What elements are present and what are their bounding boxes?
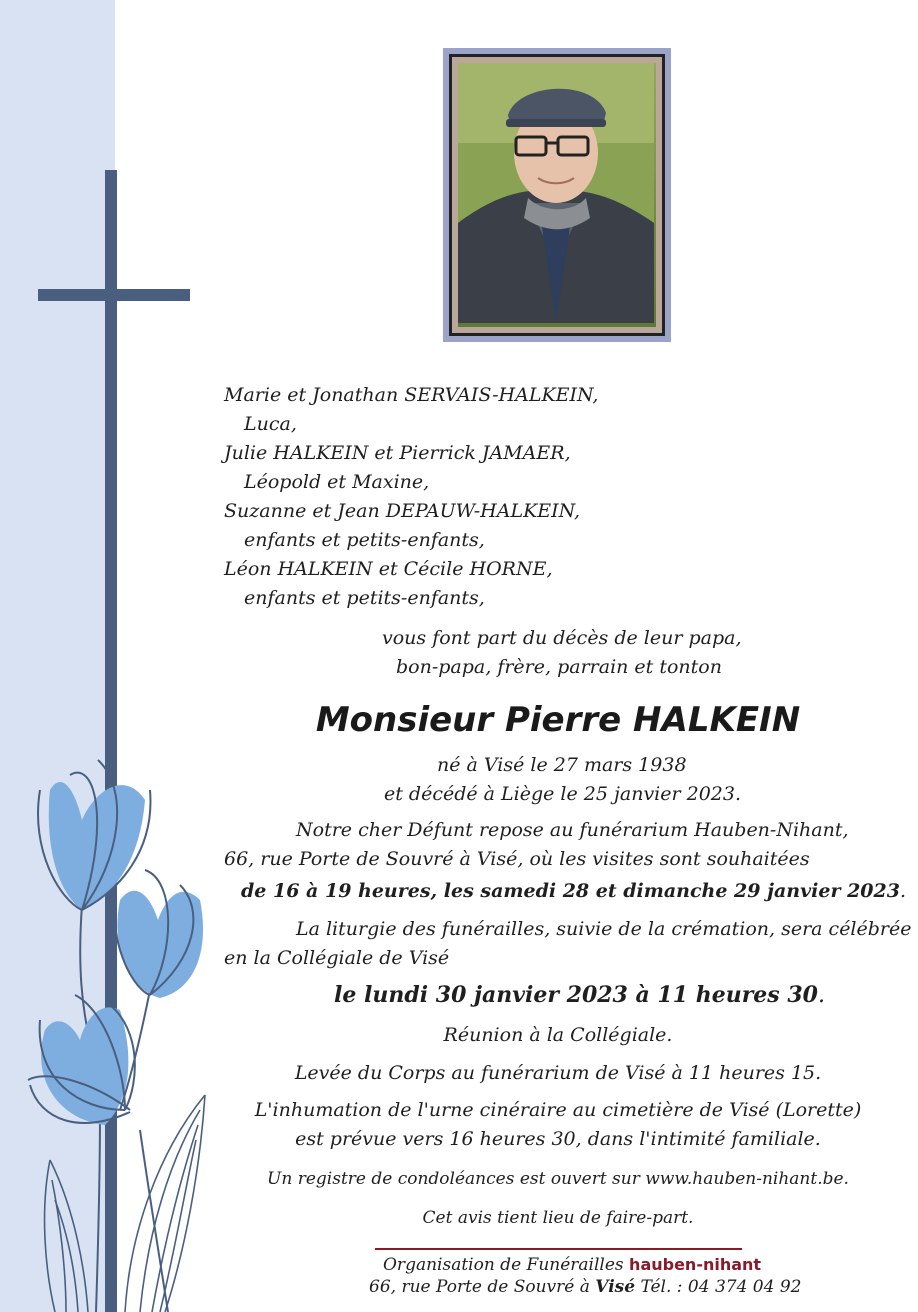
footer-address <box>369 1275 801 1299</box>
funeral-home-brand: hauben-nihant <box>629 1255 762 1274</box>
death-line: et décédé à Liège le 25 janvier 2023. <box>384 783 742 805</box>
family-member-children: enfants et petits-enfants, <box>244 587 485 609</box>
announcement-line-1: vous font part du décès de leur papa, <box>382 627 742 649</box>
visitation-line-3 <box>241 877 906 906</box>
footer-org-prefix: Organisation de Funérailles <box>383 1255 630 1275</box>
cross-horizontal <box>38 289 190 301</box>
inhumation-line-2: est prévue vers 16 heures 30, dans l'intimité familiale. <box>295 1128 821 1150</box>
family-member-children: enfants et petits-enfants, <box>244 529 485 551</box>
family-member-children: Léopold et Maxine, <box>244 471 430 493</box>
family-member-couple: Marie et Jonathan SERVAIS-HALKEIN, <box>224 384 599 406</box>
portrait-frame <box>443 48 671 342</box>
family-member-couple: Léon HALKEIN et Cécile HORNE, <box>224 558 553 580</box>
striped-leaves <box>45 1095 205 1312</box>
tulip-top <box>38 760 150 910</box>
cross-vertical <box>105 170 117 1312</box>
footer-organisation <box>383 1253 761 1277</box>
visitation-line-2: 66, rue Porte de Souvré à Visé, où les visites sont souhaitées <box>224 848 810 870</box>
portrait-photo <box>458 63 656 327</box>
deceased-name: Monsieur Pierre HALKEIN <box>315 700 801 740</box>
footer-address-prefix: 66, rue Porte de Souvré à <box>369 1277 596 1297</box>
footer-tel: Tél. : 04 374 04 92 <box>635 1277 802 1297</box>
footer-rule <box>375 1248 742 1250</box>
liturgy-date <box>334 981 825 1010</box>
tulip-lower <box>28 995 135 1125</box>
liturgy-date-text: le lundi 30 janvier 2023 à 11 heures 30 <box>334 982 818 1008</box>
portrait-border <box>449 54 665 336</box>
visitation-period: . <box>899 880 907 902</box>
visitation-line-1: Notre cher Défunt repose au funérarium Hauben-Nihant, <box>296 819 849 841</box>
liturgy-line-1: La liturgie des funérailles, suivie de la crémation, sera célébrée <box>296 918 912 940</box>
family-member-couple: Suzanne et Jean DEPAUW-HALKEIN, <box>224 500 581 522</box>
liturgy-line-2: en la Collégiale de Visé <box>224 947 450 969</box>
family-member-couple: Julie HALKEIN et Pierrick JAMAER, <box>224 442 571 464</box>
liturgy-date-period: . <box>817 983 825 1008</box>
footer-address-city: Visé <box>595 1277 636 1297</box>
announcement-line-2: bon-papa, frère, parrain et tonton <box>396 656 722 678</box>
portrait-mat <box>452 57 662 333</box>
notice-line: Cet avis tient lieu de faire-part. <box>422 1208 694 1228</box>
reunion-line: Réunion à la Collégiale. <box>443 1024 673 1046</box>
registry-line: Un registre de condoléances est ouvert sur www.hauben-nihant.be. <box>267 1169 849 1189</box>
family-member-children: Luca, <box>244 413 297 435</box>
tulip-middle <box>114 870 203 998</box>
birth-line: né à Visé le 27 mars 1938 <box>437 754 687 776</box>
inhumation-line-1: L'inhumation de l'urne cinéraire au cimetière de Visé (Lorette) <box>254 1099 862 1121</box>
portrait-illustration <box>458 63 654 323</box>
levee-line: Levée du Corps au funérarium de Visé à 11 heures 15. <box>294 1062 822 1084</box>
visitation-times: de 16 à 19 heures, les samedi 28 et dimanche 29 janvier 2023 <box>241 880 900 902</box>
